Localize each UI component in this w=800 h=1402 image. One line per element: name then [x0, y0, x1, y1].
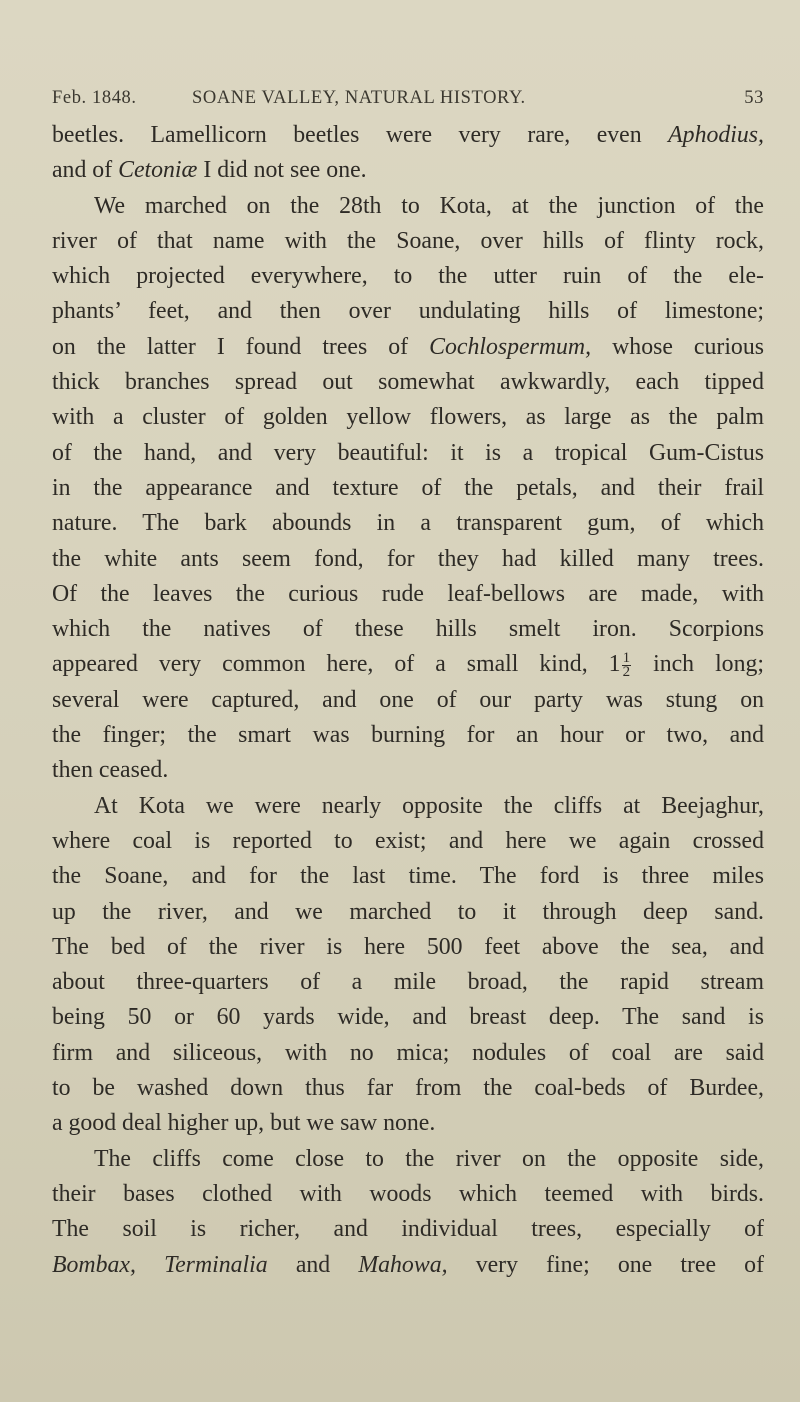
- page-number: 53: [744, 88, 764, 108]
- text-line: We marched on the 28th to Kota, at the junction of the: [94, 192, 764, 219]
- text-line: firm and siliceous, with no mica; nodules of coal are said: [52, 1039, 764, 1066]
- text-line: thick branches spread out somewhat awkwardly, each tipped: [52, 369, 764, 396]
- text-line: of the hand, and very beautiful: it is a tropical Gum-Cistus: [52, 439, 764, 466]
- text-line: their bases clothed with woods which teemed with birds.: [52, 1180, 764, 1207]
- text-line: nature. The bark abounds in a transparent gum, of which: [52, 510, 764, 537]
- text-line: about three-quarters of a mile broad, the rapid stream: [52, 969, 764, 996]
- text-line: a good deal higher up, but we saw none.: [52, 1110, 436, 1137]
- text-line: the finger; the smart was burning for an hour or two, and: [52, 722, 764, 749]
- text-line: to be washed down thus far from the coal-beds of Burdee,: [52, 1075, 764, 1102]
- text-line: the Soane, and for the last time. The ford is three miles: [52, 863, 764, 890]
- text-line: up the river, and we marched to it through deep sand.: [52, 898, 764, 925]
- header-date: Feb. 1848.: [52, 88, 137, 108]
- text-line: The bed of the river is here 500 feet above the sea, and: [52, 933, 764, 960]
- text-line: appeared very common here, of a small kind, 1 $\frac{1}{2}$ inch long;: [52, 650, 764, 681]
- text-line: The soil is richer, and individual trees, especially of: [52, 1216, 764, 1243]
- header-title: SOANE VALLEY, NATURAL HISTORY.: [192, 88, 526, 108]
- text-line: which the natives of these hills smelt iron. Scorpions: [52, 616, 764, 643]
- fraction-half: $\frac{1}{2}$: [622, 650, 631, 681]
- text-line: which projected everywhere, to the utter ruin of the ele-: [52, 263, 764, 290]
- text-line: The cliffs come close to the river on the opposite side,: [94, 1145, 764, 1172]
- text-line: phants’ feet, and then over undulating hills of limestone;: [52, 298, 764, 325]
- running-head: [52, 88, 764, 112]
- body-text: [52, 118, 764, 1283]
- text-line: being 50 or 60 yards wide, and breast deep. The sand is: [52, 1004, 764, 1031]
- text-line: the white ants seem fond, for they had killed many trees.: [52, 545, 764, 572]
- text-line: beetles. Lamellicorn beetles were very rare, even Aphodius,: [52, 122, 764, 148]
- text-line: in the appearance and texture of the petals, and their frail: [52, 474, 764, 501]
- text-line: At Kota we were nearly opposite the cliffs at Beejaghur,: [94, 792, 764, 819]
- text-line: river of that name with the Soane, over hills of flinty rock,: [52, 227, 764, 254]
- text-line: on the latter I found trees of Cochlospermum, whose curious: [52, 333, 764, 360]
- text-line: Of the leaves the curious rude leaf-bellows are made, with: [52, 580, 764, 607]
- text-line: Bombax, Terminalia and Mahowa, very fine; one tree of: [52, 1251, 764, 1278]
- text-line: with a cluster of golden yellow flowers, as large as the palm: [52, 404, 764, 431]
- text-line: several were captured, and one of our party was stung on: [52, 686, 764, 713]
- text-line: and of Cetoniæ I did not see one.: [52, 157, 367, 184]
- text-line: then ceased.: [52, 757, 169, 784]
- text-line: where coal is reported to exist; and here we again crossed: [52, 827, 764, 854]
